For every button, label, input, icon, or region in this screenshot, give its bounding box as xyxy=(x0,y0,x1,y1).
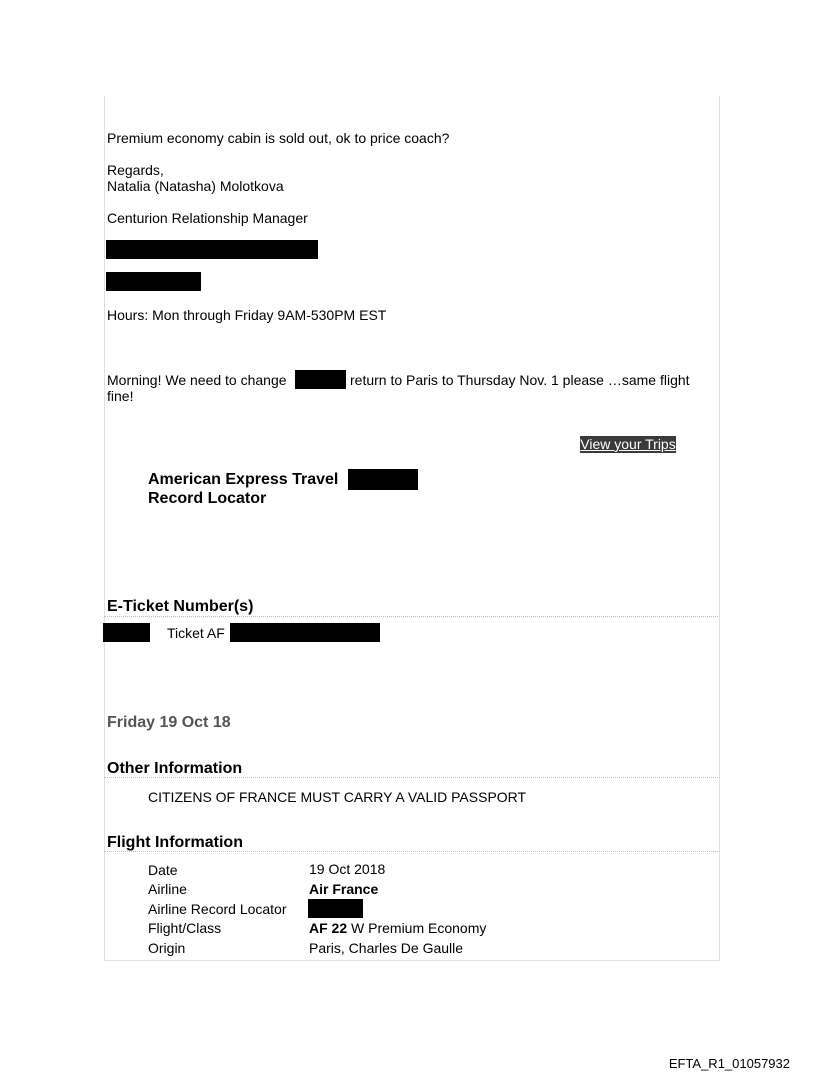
eticket-heading: E-Ticket Number(s) xyxy=(107,598,254,615)
airline-value: Air France xyxy=(309,881,379,897)
document-id: EFTA_R1_01057932 xyxy=(668,1056,790,1071)
request-text-start: Morning! We need to change xyxy=(107,372,287,388)
view-trips-label: View your Trips xyxy=(580,436,676,452)
record-locator-heading: Record Locator xyxy=(148,490,267,507)
email-regards: Regards, xyxy=(107,162,164,178)
redaction-bar xyxy=(295,370,346,389)
trip-date-heading: Friday 19 Oct 18 xyxy=(107,714,231,731)
flight-date-value: 19 Oct 2018 xyxy=(309,861,386,877)
flight-info-heading: Flight Information xyxy=(107,834,243,851)
ticket-label: Ticket AF xyxy=(167,625,225,641)
flight-class-value xyxy=(309,920,486,936)
other-info-heading: Other Information xyxy=(107,760,243,777)
redaction-bar xyxy=(308,899,363,918)
cabin-class: W Premium Economy xyxy=(347,920,487,936)
office-hours: Hours: Mon through Friday 9AM-530PM EST xyxy=(107,307,387,323)
request-text-end: fine! xyxy=(107,388,134,404)
request-text-middle: return to Paris to Thursday Nov. 1 please …same flight xyxy=(350,372,690,388)
flight-class-label: Flight/Class xyxy=(148,920,222,936)
redaction-bar xyxy=(230,623,380,642)
sender-name: Natalia (Natasha) Molotkova xyxy=(107,178,284,194)
passport-notice: CITIZENS OF FRANCE MUST CARRY A VALID PASSPORT xyxy=(148,789,527,805)
amex-travel-heading: American Express Travel xyxy=(148,471,339,488)
redaction-bar xyxy=(106,240,318,259)
airline-record-locator-label: Airline Record Locator xyxy=(148,901,287,917)
flight-date-label: Date xyxy=(148,862,178,878)
flight-number: AF 22 xyxy=(309,920,348,936)
section-divider xyxy=(104,851,718,852)
section-divider xyxy=(104,777,718,778)
origin-label: Origin xyxy=(148,940,186,956)
sender-title: Centurion Relationship Manager xyxy=(107,210,308,226)
section-divider xyxy=(104,616,718,617)
airline-label: Airline xyxy=(148,881,187,897)
redaction-bar xyxy=(103,623,150,642)
redaction-bar xyxy=(106,272,201,291)
origin-value: Paris, Charles De Gaulle xyxy=(309,940,464,956)
view-trips-link[interactable] xyxy=(580,436,676,453)
redaction-bar xyxy=(348,469,418,490)
email-line-premium-economy: Premium economy cabin is sold out, ok to price coach? xyxy=(107,130,450,146)
